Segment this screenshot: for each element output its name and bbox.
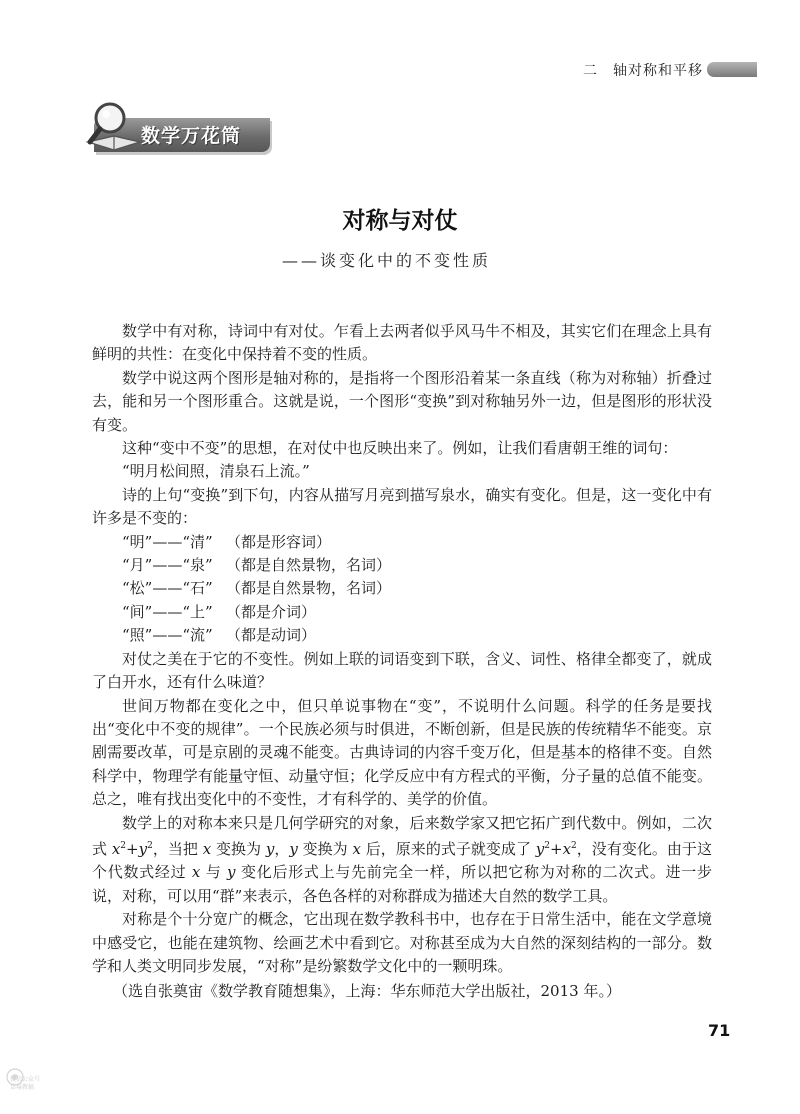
- variable-y: y: [227, 863, 236, 882]
- paragraph: 对称是个十分宽广的概念，它出现在数学教科书中，也存在于日常生活中，能在文学意境中感受它，也能在建筑物、绘画艺术中看到它。对称甚至成为大自然的深刻结构的一部分。数学和人类文明同步发展，“对称”是纷繁数学文化中的一颗明珠。: [92, 910, 712, 975]
- text-run: 数学上的对称本来只是几何学研究的对象，后来数学家又把它拓广到代数中。例如，二次式: [92, 813, 712, 858]
- word-pair: [92, 601, 712, 624]
- exponent: 2: [571, 840, 577, 851]
- paragraph: 对仗之美在于它的不变性。例如上联的词语变到下联，含义、词性、格律全都变了，就成了白开水，还有什么味道？: [92, 649, 712, 692]
- running-header-section: 二 轴对称和平移: [583, 63, 703, 79]
- variable-x: x: [202, 839, 212, 858]
- watermark: [10, 1076, 90, 1092]
- text-run: ，没有变化。由于这个代数式经过: [92, 839, 712, 882]
- word-pair-note: （都是形容词）: [226, 532, 332, 551]
- article-body: [92, 320, 712, 1004]
- word-pair-note: （都是介词）: [226, 602, 317, 621]
- word-pair-note: （都是自然景物，名词）: [226, 579, 392, 598]
- column-banner-title: 数学万花筒: [141, 125, 242, 147]
- word-pair: [92, 577, 712, 600]
- exponent: 2: [120, 840, 127, 851]
- word-pair-words: “间”——“上”: [122, 602, 213, 621]
- paragraph-with-formula: [92, 812, 712, 909]
- text-run: 与: [200, 863, 228, 882]
- page-number: 71: [708, 1021, 731, 1040]
- text-run: ，当把: [152, 839, 203, 858]
- word-pair: [92, 554, 712, 577]
- word-pair-words: “松”——“石”: [122, 579, 213, 598]
- plus-sign: +: [126, 839, 139, 858]
- word-pair-words: “照”——“流”: [122, 626, 213, 645]
- word-pair-words: “明”——“清”: [122, 532, 213, 551]
- exponent: 2: [544, 840, 550, 851]
- article-subtitle: ——谈变化中的不变性质: [282, 251, 492, 270]
- variable-x: x: [352, 839, 361, 858]
- variable-y: y: [265, 839, 275, 858]
- variable-x: x: [562, 839, 572, 858]
- text-run: 变换为: [297, 839, 353, 858]
- plus-sign: +: [549, 839, 563, 858]
- watermark-line: 微信公众号: [10, 1076, 41, 1083]
- word-pair: [92, 531, 712, 554]
- variable-y: y: [138, 839, 148, 858]
- paragraph: 这种“变中不变”的思想，在对仗中也反映出来了。例如，让我们看唐朝王维的词句：: [122, 439, 678, 458]
- exponent: 2: [147, 840, 153, 851]
- poem-verse: “明月松间照，清泉石上流。”: [122, 462, 310, 481]
- word-pair-words: “月”——“泉”: [122, 556, 213, 575]
- variable-x: x: [191, 863, 201, 882]
- article-title: 对称与对仗: [342, 208, 458, 234]
- variable-y: y: [535, 839, 545, 858]
- word-pair: [92, 624, 712, 647]
- text-run: 后，原来的式子就变成了: [360, 839, 536, 858]
- text-run: 变换为: [211, 839, 266, 858]
- magnifier-book-icon: [84, 98, 148, 156]
- header-decoration-bar: [707, 62, 757, 77]
- text-run: ，: [274, 839, 290, 858]
- variable-y: y: [289, 839, 298, 858]
- word-pair-note: （都是自然景物，名词）: [226, 556, 392, 575]
- text-run: 变化后形式上与先前完全一样，所以把它称为对称的二次式。进一步说，对称，可以用“群”来表示，各色各样的对称群成为描述大自然的数学工具。: [92, 863, 712, 905]
- variable-x: x: [111, 839, 121, 858]
- paragraph: 数学中说这两个图形是轴对称的，是指将一个图形沿着某一条直线（称为对称轴）折叠过去，能和另一个图形重合。这就是说，一个图形“变换”到对称轴另外一边，但是图形的形状没有变。: [92, 368, 712, 434]
- word-pair-note: （都是动词）: [226, 626, 317, 645]
- paragraph: 世间万物都在变化之中，但只单说事物在“变”，不说明什么问题。科学的任务是要找出“变化中不变的规律”。一个民族必须与时俱进，不断创新，但是民族的传统精华不能变。京剧需要改革，可是京剧的灵魂不能变。古典诗词的内容千变万化，但是基本的格律不变。自然科学中，物理学有能量守恒、动量守恒；化学反应中有方程式的平衡，分子量的总值不能变。总之，唯有找出变化中的不变性，才有科学的、美学的价值。: [92, 696, 712, 809]
- paragraph: 诗的上句“变换”到下句，内容从描写月亮到描写泉水，确实有变化。但是，这一变化中有许多是不变的：: [92, 485, 712, 528]
- source-citation: （选自张奠宙《数学教育随想集》，上海：华东师范大学出版社，2013 年。）: [113, 982, 621, 1001]
- watermark-line: 草莓教辅: [10, 1084, 35, 1091]
- paragraph: 数学中有对称，诗词中有对仗。乍看上去两者似乎风马牛不相及，其实它们在理念上具有鲜明的共性：在变化中保持着不变的性质。: [92, 322, 712, 364]
